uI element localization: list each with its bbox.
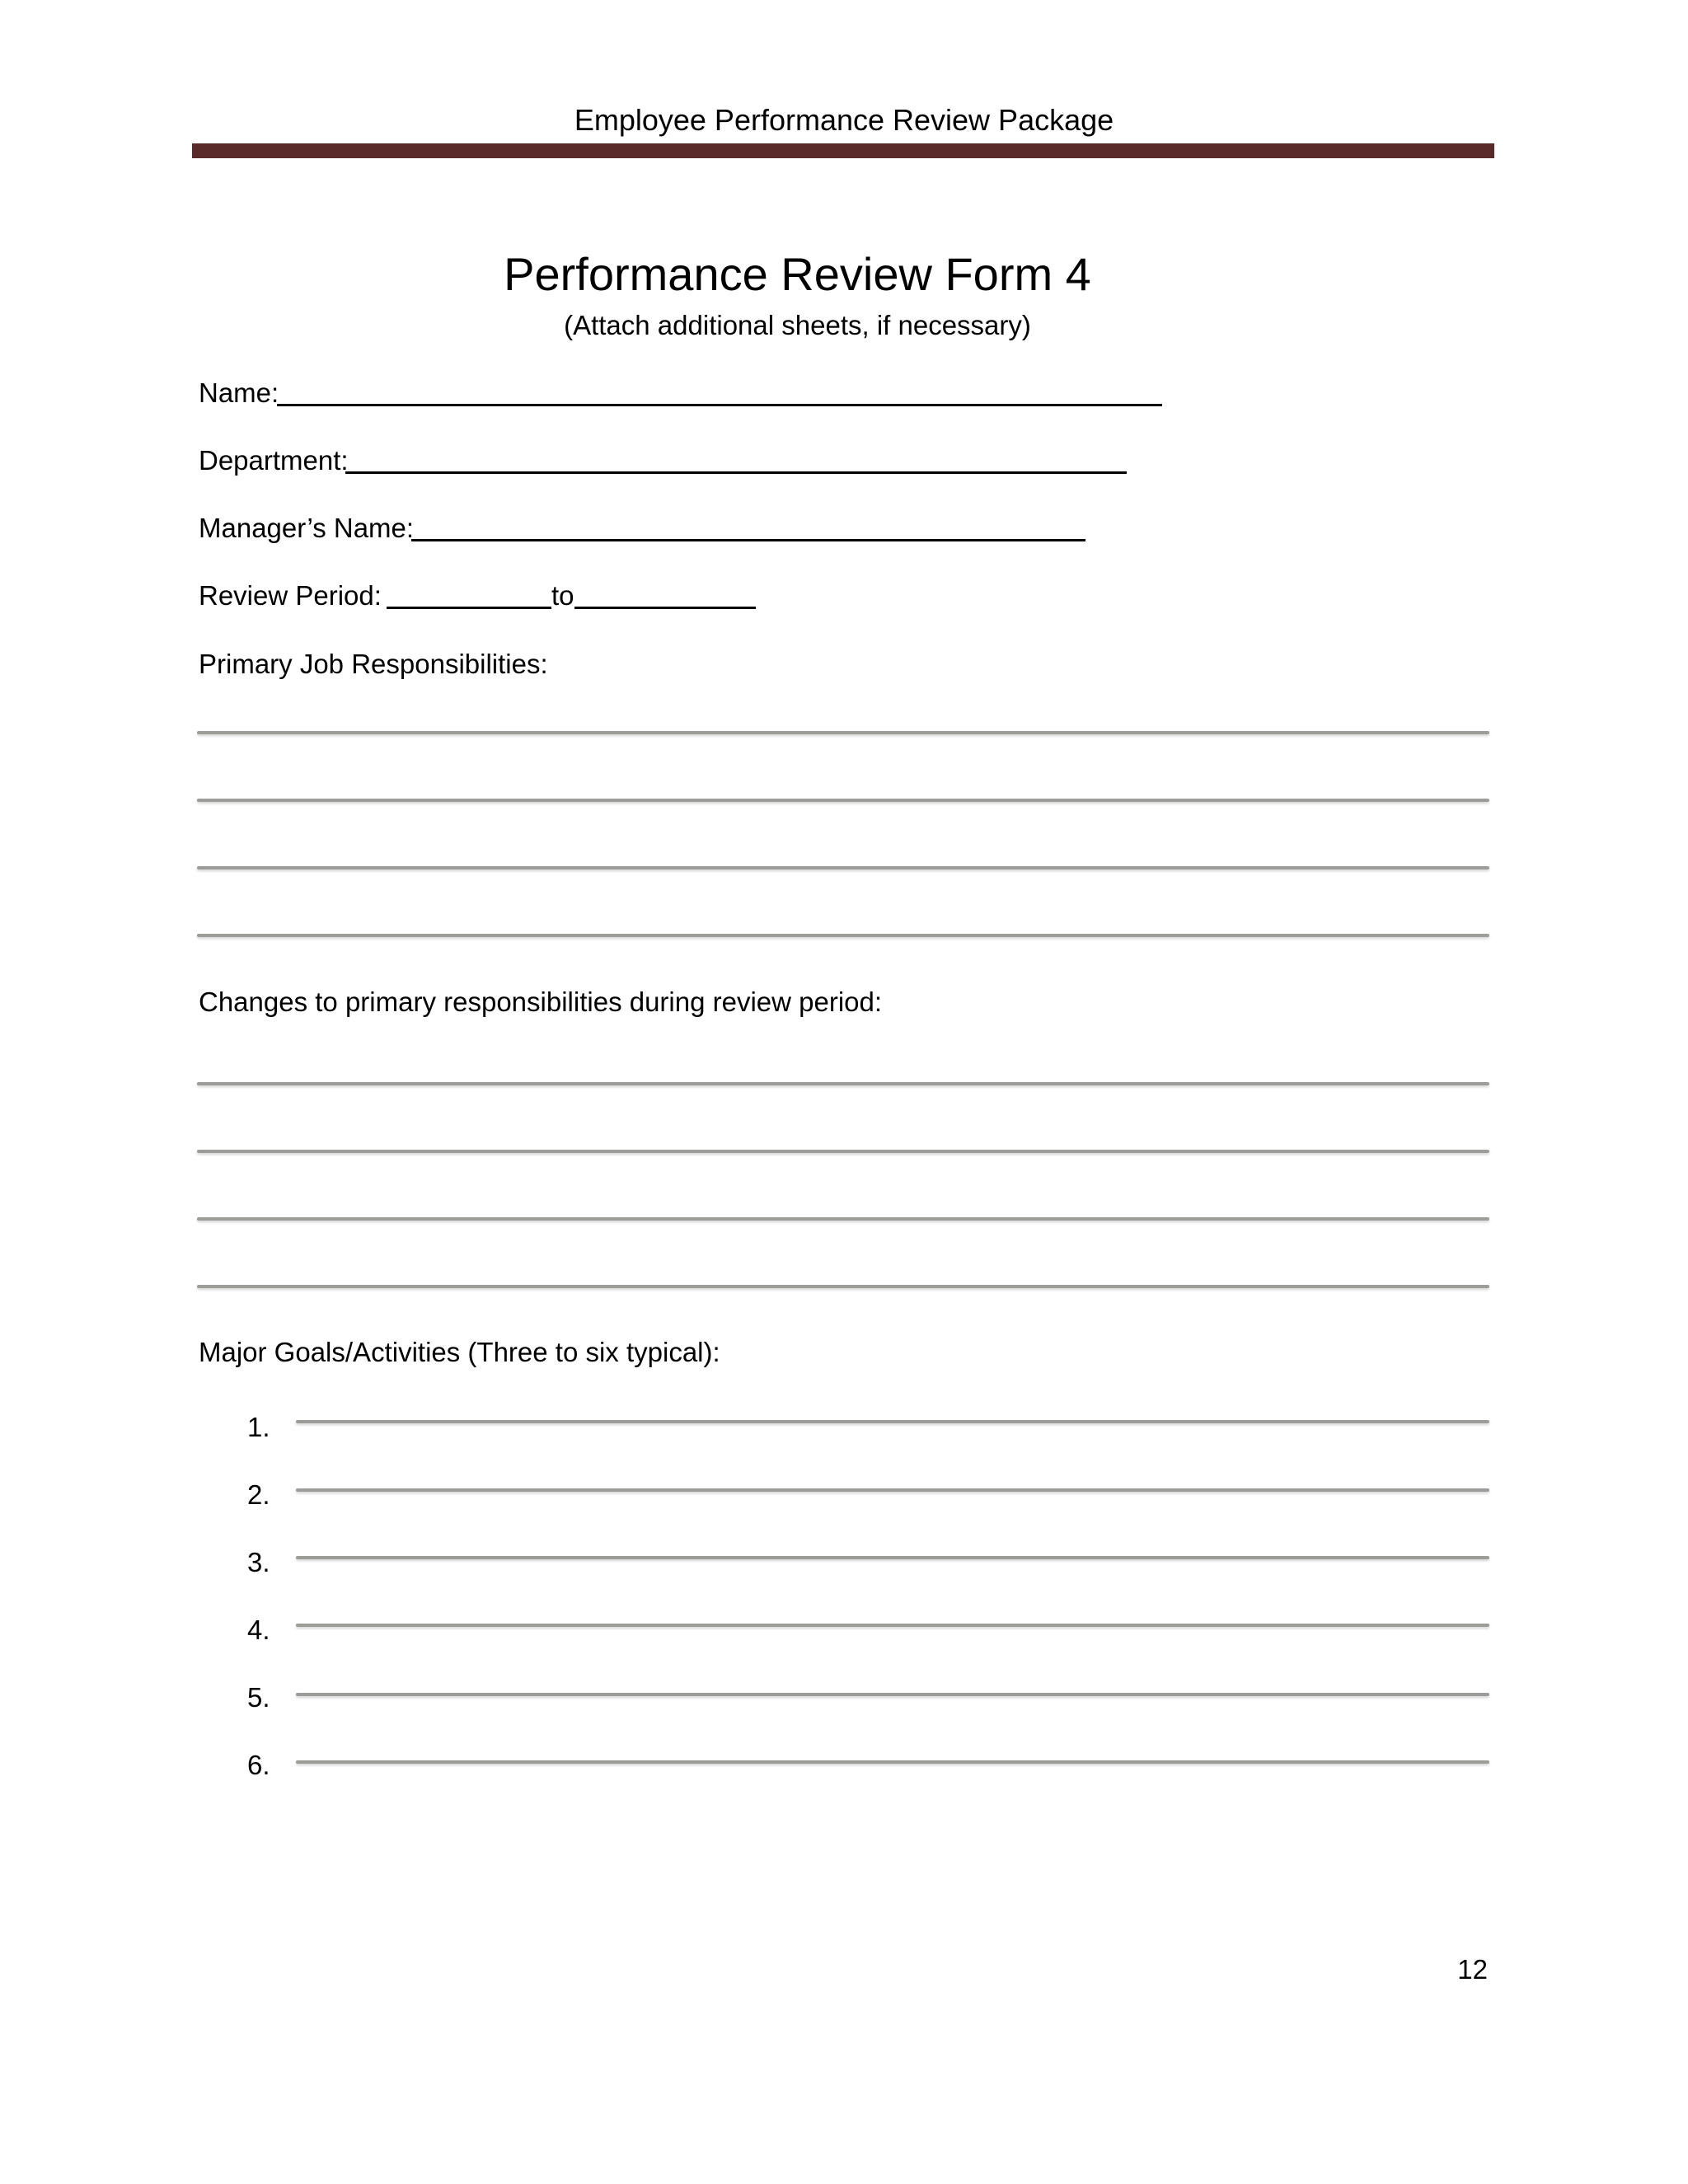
goal-number: 1. bbox=[247, 1412, 270, 1442]
department-label: Department: bbox=[199, 445, 349, 476]
manager-name-field[interactable] bbox=[411, 539, 1085, 541]
page-number: 12 bbox=[1457, 1954, 1488, 1985]
primary-responsibilities-line[interactable] bbox=[197, 934, 1489, 937]
primary-responsibilities-label: Primary Job Responsibilities: bbox=[199, 649, 548, 679]
changes-line[interactable] bbox=[197, 1285, 1489, 1288]
review-period-label: Review Period: bbox=[199, 580, 382, 611]
goal-number: 6. bbox=[247, 1750, 270, 1780]
changes-line[interactable] bbox=[197, 1150, 1489, 1153]
header-divider-bar bbox=[192, 143, 1494, 158]
manager-name-label: Manager’s Name: bbox=[199, 513, 415, 543]
goal-line[interactable] bbox=[296, 1488, 1489, 1492]
department-field[interactable] bbox=[345, 471, 1127, 474]
changes-line[interactable] bbox=[197, 1217, 1489, 1221]
goal-number: 4. bbox=[247, 1615, 270, 1645]
primary-responsibilities-line[interactable] bbox=[197, 731, 1489, 734]
major-goals-label: Major Goals/Activities (Three to six typical): bbox=[199, 1337, 720, 1367]
goal-line[interactable] bbox=[296, 1760, 1489, 1764]
form-title: Performance Review Form 4 bbox=[504, 248, 1091, 300]
changes-line[interactable] bbox=[197, 1082, 1489, 1085]
goal-line[interactable] bbox=[296, 1556, 1489, 1559]
goal-number: 2. bbox=[247, 1479, 270, 1510]
name-field[interactable] bbox=[277, 404, 1162, 406]
changes-label: Changes to primary responsibilities during review period: bbox=[199, 987, 883, 1017]
goal-number: 5. bbox=[247, 1682, 270, 1713]
review-period-to-label: to bbox=[551, 580, 574, 611]
primary-responsibilities-line[interactable] bbox=[197, 799, 1489, 802]
review-period-end-field[interactable] bbox=[574, 607, 756, 609]
goal-line[interactable] bbox=[296, 1693, 1489, 1696]
form-subtitle: (Attach additional sheets, if necessary) bbox=[564, 310, 1031, 340]
document-header-title: Employee Performance Review Package bbox=[574, 103, 1114, 137]
review-period-start-field[interactable] bbox=[387, 607, 551, 609]
goal-line[interactable] bbox=[296, 1420, 1489, 1423]
goal-line[interactable] bbox=[296, 1624, 1489, 1627]
name-label: Name: bbox=[199, 377, 279, 408]
goal-number: 3. bbox=[247, 1547, 270, 1577]
primary-responsibilities-line[interactable] bbox=[197, 866, 1489, 869]
